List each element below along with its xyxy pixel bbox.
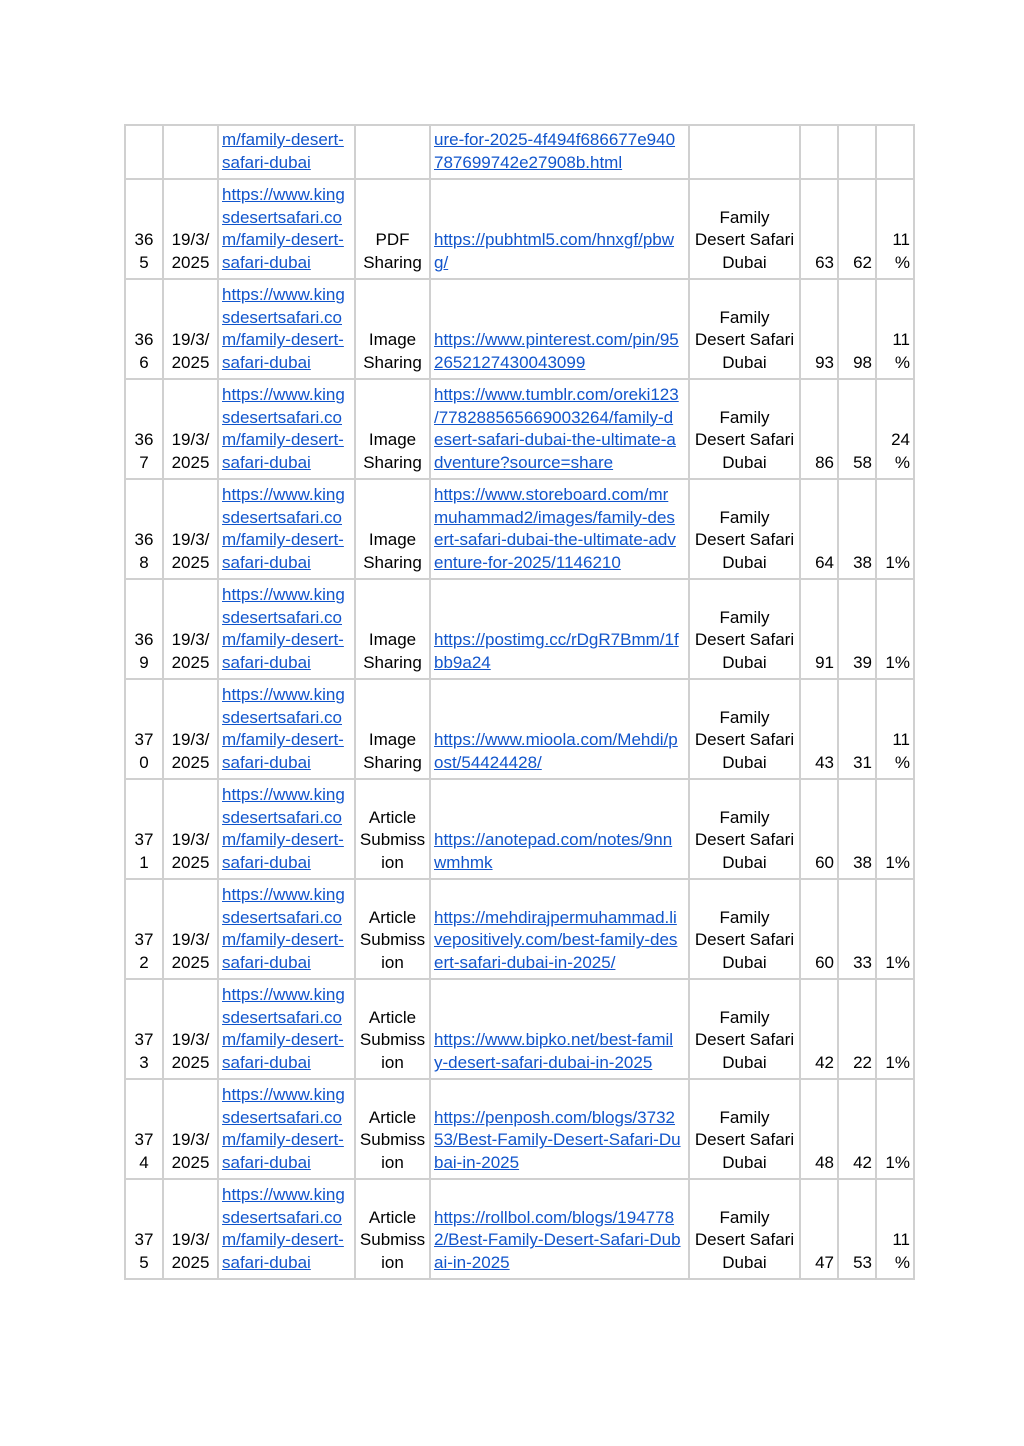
cell-number: 36 8 [125,479,163,579]
cell-type: Image Sharing [355,479,430,579]
cell-pa: 22 [838,979,876,1079]
cell-backlink [430,779,689,879]
cell-date: 19/3/ 2025 [163,979,218,1079]
backlink-link[interactable]: https://postimg.cc/rDgR7Bmm/1f bb9a24 [434,630,679,673]
cell-date: 19/3/ 2025 [163,479,218,579]
cell-type: Article Submiss ion [355,1179,430,1279]
table-row [125,179,914,279]
target-url-link[interactable]: https://www.king sdesertsafari.co m/family-desert- safari-dubai [222,484,345,573]
cell-pa: 31 [838,679,876,779]
cell-keyword: Family Desert Safari Dubai [689,1079,800,1179]
backlink-link[interactable]: ure-for-2025-4f494f686677e940 787699742e27908b.html [434,130,676,172]
cell-pa: 33 [838,879,876,979]
table-row [125,879,914,979]
cell-keyword: Family Desert Safari Dubai [689,279,800,379]
target-url-link[interactable]: https://www.king sdesertsafari.co m/family-desert- safari-dubai [222,184,345,273]
cell-da: 43 [800,679,838,779]
cell-keyword: Family Desert Safari Dubai [689,479,800,579]
cell-keyword: Family Desert Safari Dubai [689,679,800,779]
cell-ss: 11 % [876,1179,914,1279]
backlink-link[interactable]: https://penposh.com/blogs/3732 53/Best-Family-Desert-Safari-Du bai-in-2025 [434,1107,681,1173]
cell-date: 19/3/ 2025 [163,779,218,879]
backlink-link[interactable]: https://www.mioola.com/Mehdi/p ost/54424428/ [434,730,678,773]
cell-date: 19/3/ 2025 [163,1179,218,1279]
cell-backlink [430,479,689,579]
cell-number: 37 5 [125,1179,163,1279]
target-url-link[interactable]: m/family-desert- safari-dubai [222,130,344,172]
cell-ss: 1% [876,979,914,1079]
target-url-link[interactable]: https://www.king sdesertsafari.co m/family-desert- safari-dubai [222,884,345,973]
table-row [125,979,914,1079]
cell-da: 60 [800,879,838,979]
cell-type: PDF Sharing [355,179,430,279]
cell-target-url [218,979,355,1079]
cell-backlink [430,379,689,479]
cell-date: 19/3/ 2025 [163,679,218,779]
cell-backlink [430,679,689,779]
cell-keyword: Family Desert Safari Dubai [689,379,800,479]
cell-backlink [430,125,689,179]
cell-target-url [218,179,355,279]
backlink-link[interactable]: https://www.bipko.net/best-famil y-desert-safari-dubai-in-2025 [434,1030,674,1073]
cell-target-url [218,679,355,779]
target-url-link[interactable]: https://www.king sdesertsafari.co m/family-desert- safari-dubai [222,984,345,1073]
cell-ss: 1% [876,879,914,979]
cell-number: 37 1 [125,779,163,879]
cell-backlink [430,979,689,1079]
cell-ss: 11 % [876,279,914,379]
cell-keyword: Family Desert Safari Dubai [689,1179,800,1279]
cell-number: 37 3 [125,979,163,1079]
backlink-link[interactable]: https://pubhtml5.com/hnxgf/pbw g/ [434,230,675,273]
cell-date [163,125,218,179]
target-url-link[interactable]: https://www.king sdesertsafari.co m/family-desert- safari-dubai [222,684,345,773]
cell-keyword: Family Desert Safari Dubai [689,879,800,979]
cell-da: 47 [800,1179,838,1279]
cell-ss: 11 % [876,179,914,279]
backlinks-table [124,124,915,1280]
backlink-link[interactable]: https://www.storeboard.com/mr muhammad2/images/family-des ert-safari-dubai-the-ultimate-adv enture-for-2025/1146210 [434,484,676,573]
cell-ss: 11 % [876,679,914,779]
cell-target-url [218,579,355,679]
cell-number: 37 0 [125,679,163,779]
cell-da: 91 [800,579,838,679]
cell-ss: 1% [876,779,914,879]
cell-target-url [218,1079,355,1179]
cell-type: Image Sharing [355,379,430,479]
cell-target-url [218,379,355,479]
cell-target-url [218,279,355,379]
cell-backlink [430,1079,689,1179]
cell-pa: 38 [838,479,876,579]
table-row [125,679,914,779]
cell-date: 19/3/ 2025 [163,379,218,479]
cell-ss [876,125,914,179]
cell-number: 37 4 [125,1079,163,1179]
target-url-link[interactable]: https://www.king sdesertsafari.co m/family-desert- safari-dubai [222,784,345,873]
cell-date: 19/3/ 2025 [163,1079,218,1179]
cell-date: 19/3/ 2025 [163,579,218,679]
cell-pa: 58 [838,379,876,479]
cell-target-url [218,779,355,879]
table-row [125,579,914,679]
cell-backlink [430,279,689,379]
cell-target-url [218,125,355,179]
table-row [125,1179,914,1279]
table-row [125,779,914,879]
cell-pa: 62 [838,179,876,279]
target-url-link[interactable]: https://www.king sdesertsafari.co m/family-desert- safari-dubai [222,1184,345,1273]
cell-type: Image Sharing [355,579,430,679]
cell-number: 36 9 [125,579,163,679]
target-url-link[interactable]: https://www.king sdesertsafari.co m/family-desert- safari-dubai [222,284,345,373]
cell-target-url [218,1179,355,1279]
cell-number: 36 6 [125,279,163,379]
cell-type: Image Sharing [355,279,430,379]
cell-keyword [689,125,800,179]
cell-type: Article Submiss ion [355,1079,430,1179]
target-url-link[interactable]: https://www.king sdesertsafari.co m/family-desert- safari-dubai [222,1084,345,1173]
cell-date: 19/3/ 2025 [163,879,218,979]
cell-pa: 38 [838,779,876,879]
cell-type: Image Sharing [355,679,430,779]
cell-pa [838,125,876,179]
cell-da: 93 [800,279,838,379]
cell-da: 64 [800,479,838,579]
table-row [125,1079,914,1179]
cell-ss: 1% [876,579,914,679]
cell-number: 36 5 [125,179,163,279]
cell-keyword: Family Desert Safari Dubai [689,179,800,279]
backlink-link[interactable]: https://mehdirajpermuhammad.li vepositively.com/best-family-des ert-safari-dubai-in-2025/ [434,907,678,973]
table-row-continued [125,125,914,179]
backlink-link[interactable]: https://rollbol.com/blogs/194778 2/Best-Family-Desert-Safari-Dub ai-in-2025 [434,1207,681,1273]
cell-ss: 24 % [876,379,914,479]
cell-da: 48 [800,1079,838,1179]
cell-number [125,125,163,179]
cell-backlink [430,1179,689,1279]
backlink-link[interactable]: https://www.tumblr.com/oreki123 /778288565669003264/family-d esert-safari-dubai-the-ultimate-a dventure?source=share [434,384,679,473]
backlink-link[interactable]: https://www.pinterest.com/pin/95 2652127430043099 [434,330,679,373]
cell-keyword: Family Desert Safari Dubai [689,779,800,879]
cell-type: Article Submiss ion [355,979,430,1079]
cell-backlink [430,879,689,979]
target-url-link[interactable]: https://www.king sdesertsafari.co m/family-desert- safari-dubai [222,584,345,673]
cell-pa: 42 [838,1079,876,1179]
cell-backlink [430,579,689,679]
cell-keyword: Family Desert Safari Dubai [689,979,800,1079]
cell-ss: 1% [876,1079,914,1179]
cell-type: Article Submiss ion [355,779,430,879]
cell-target-url [218,879,355,979]
cell-date: 19/3/ 2025 [163,279,218,379]
cell-pa: 53 [838,1179,876,1279]
cell-ss: 1% [876,479,914,579]
cell-type: Article Submiss ion [355,879,430,979]
cell-da: 86 [800,379,838,479]
cell-number: 37 2 [125,879,163,979]
cell-da: 60 [800,779,838,879]
cell-date: 19/3/ 2025 [163,179,218,279]
target-url-link[interactable]: https://www.king sdesertsafari.co m/family-desert- safari-dubai [222,384,345,473]
cell-pa: 98 [838,279,876,379]
table-row [125,379,914,479]
cell-target-url [218,479,355,579]
table-row [125,479,914,579]
table-row [125,279,914,379]
cell-number: 36 7 [125,379,163,479]
cell-pa: 39 [838,579,876,679]
cell-da: 63 [800,179,838,279]
cell-type [355,125,430,179]
cell-da: 42 [800,979,838,1079]
cell-da [800,125,838,179]
backlink-link[interactable]: https://anotepad.com/notes/9nn wmhmk [434,830,673,873]
cell-backlink [430,179,689,279]
cell-keyword: Family Desert Safari Dubai [689,579,800,679]
